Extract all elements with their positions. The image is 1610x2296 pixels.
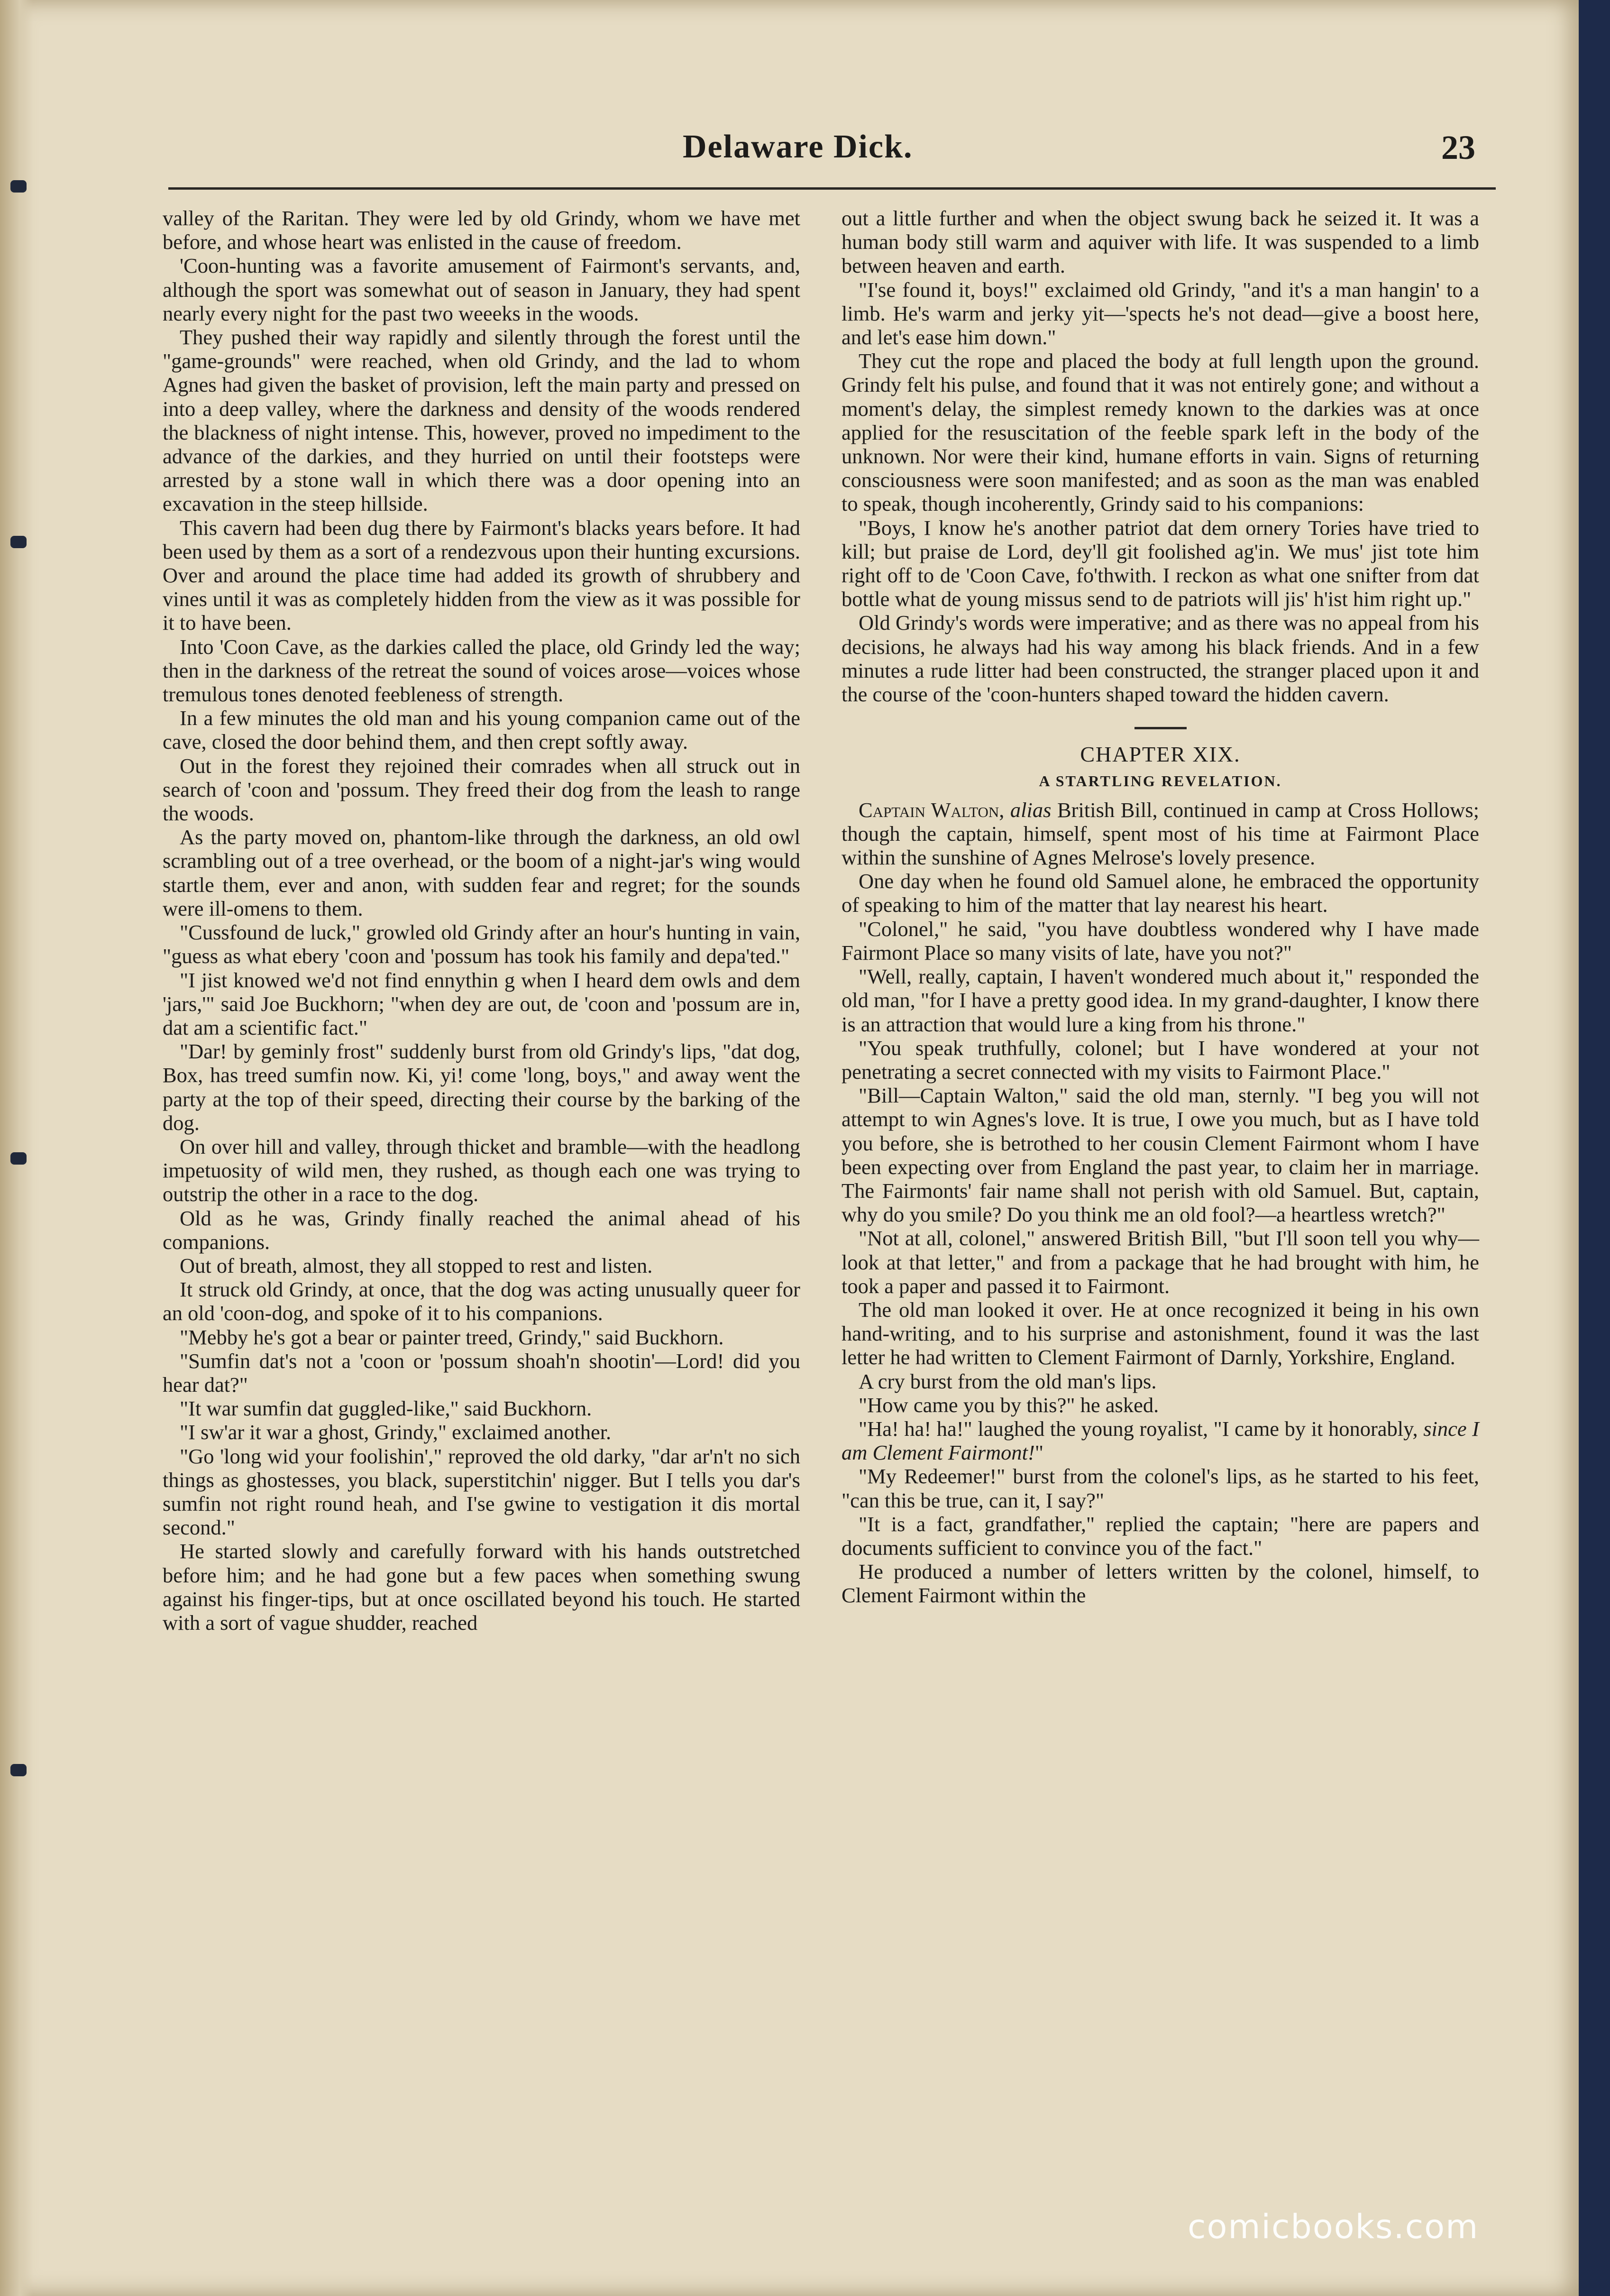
paragraph-text: "Ha! ha! ha!" laughed the young royalist, "I came by it honorably, [859, 1416, 1418, 1441]
paragraph: "Not at all, colonel," answered British Bill, "but I'll soon tell you why—look at that letter," and from a package that he had brought with him, he took a paper and passed it to Fairmont. [842, 1226, 1479, 1298]
paragraph: Out in the forest they rejoined their comrades when all struck out in search of 'coon and 'possum. They freed their dog from the leash to range the woods. [163, 753, 800, 826]
paragraph: "I'se found it, boys!" exclaimed old Grindy, "and it's a man hangin' to a limb. He's warm and jerky yit—'spects he's not dead—give a boost here, and let's ease him down." [842, 277, 1479, 349]
paragraph: In a few minutes the old man and his young companion came out of the cave, closed the door behind them, and then crept softly away. [163, 706, 800, 754]
paragraph: "Go 'long wid your foolishin'," reproved the old darky, "dar ar'n't no sich things as ghostesses, you black, superstitchin' nigger. But I tells you dar's sumfin not right round heah, and I'se gwine to vestigation it dis mortal second." [163, 1444, 800, 1540]
site-watermark: comicbooks.com [1188, 2207, 1479, 2246]
paragraph: As the party moved on, phantom-like through the darkness, an old owl scrambling out of a tree overhead, or the boom of a night-jar's wing would startle them, ever and anon, with sudden fear and regret; for the sounds were ill-omens to them. [163, 825, 800, 920]
paragraph: "Boys, I know he's another patriot dat dem ornery Tories have tried to kill; but praise de Lord, dey'll git foolished ag'in. We mus' jist tote him right off to de 'Coon Cave, fo'thwith. I reckon as what one snifter from dat bottle what de young missus send to de patriots will jis' h'ist him right up." [842, 515, 1479, 611]
chapter-divider [1134, 727, 1187, 729]
paragraph: "Sumfin dat's not a 'coon or 'possum shoah'n shootin'—Lord! did you hear dat?" [163, 1349, 800, 1396]
paragraph: "Dar! by geminly frost" suddenly burst from old Grindy's lips, "dat dog, Box, has treed sumfin now. Ki, yi! come 'long, boys," and away went the party at the top of their speed, directing their course by the barking of the dog. [163, 1039, 800, 1135]
paragraph: "I jist knowed we'd not find ennythin g when I heard dem owls and dem 'jars,'" said Joe Buckhorn; "when dey are out, de 'coon and 'possum are in, dat am a scientific fact." [163, 968, 800, 1039]
paragraph: "Colonel," he said, "you have doubtless wondered why I have made Fairmont Place so many visits of late, have you not?" [842, 917, 1479, 964]
paragraph: "Mebby he's got a bear or painter treed, Grindy," said Buckhorn. [180, 1325, 724, 1349]
page-spine [0, 0, 33, 2296]
paragraph: This cavern had been dug there by Fairmont's blacks years before. It had been used by them as a sort of a rendezvous upon their hunting excursions. Over and around the place time had added its growth of shrubbery and vines until it was as completely hidden from the view as it was possible for it to have been. [163, 515, 800, 635]
paragraph: The old man looked it over. He at once recognized it being in his own hand-writing, and to his surprise and astonishment, found it was the last letter he had written to Clement Fairmont of Darnly, Yorkshire, England. [842, 1297, 1479, 1369]
paragraph: He produced a number of letters written by the colonel, himself, to Clement Fairmont within the [842, 1560, 1479, 1607]
paragraph: "Cussfound de luck," growled old Grindy after an hour's hunting in vain, "guess as what ebery 'coon and 'possum has took his family and depa'ted." [163, 920, 800, 968]
paragraph: "You speak truthfully, colonel; but I have wondered at your not penetrating a secret connected with my visits to Fairmont Place." [842, 1036, 1479, 1084]
paragraph: "I sw'ar it war a ghost, Grindy," exclaimed another. [180, 1420, 612, 1444]
chapter-heading: CHAPTER XIX. [1080, 742, 1241, 767]
chapter-subtitle: A STARTLING REVELATION. [1039, 772, 1282, 790]
paragraph: 'Coon-hunting was a favorite amusement of Fairmont's servants, and, although the sport was somewhat out of season in January, they had spent nearly every night for the past two weeeks in the woods. [163, 254, 800, 325]
header-rule [168, 187, 1496, 190]
paragraph: "Bill—Captain Walton," said the old man, sternly. "I beg you will not attempt to win Agnes's love. It is true, I owe you much, but as I have told you before, she is betrothed to her cousin Clement Fairmont whom I have been expecting over from England the past year, to claim her in marriage. The Fairmonts' fair name shall not perish with old Samuel. But, captain, why do you smile? Do you think me an old fool?—a heartless wretch?" [842, 1084, 1479, 1227]
paragraph-text: British Bill, continued in camp at Cross Hollows; though the captain, himself, spent most of his time at Fairmont Place within the sunshine of Agnes Melrose's lovely presence. [842, 798, 1480, 870]
paragraph: "Well, really, captain, I haven't wondered much about it," responded the old man, "for I have a pretty good idea. In my grand-daughter, I know there is an attraction that would lure a king from his throne." [842, 964, 1479, 1036]
paragraph: They cut the rope and placed the body at full length upon the ground. Grindy felt his pulse, and found that it was not entirely gone; and without a moment's delay, the simplest remedy known to the darkies was at once applied for the resuscitation of the feeble spark left in the body of the unknown. Nor were their kind, humane efforts in vain. Signs of returning consciousness were soon manifested; and as soon as the man was enabled to speak, though incoherently, Grindy said to his companions: [842, 349, 1479, 516]
paragraph: A cry burst from the old man's lips. [859, 1369, 1157, 1393]
right-column [842, 206, 1479, 2188]
running-title: Delaware Dick. [683, 129, 913, 165]
paragraph: On over hill and valley, through thicket and bramble—with the headlong impetuosity of wild men, they rushed, as though each one was trying to outstrip the other in a race to the dog. [163, 1134, 800, 1206]
paragraph: out a little further and when the object swung back he seized it. It was a human body still warm and aquiver with life. It was suspended to a limb between heaven and earth. [842, 206, 1479, 278]
paragraph: Into 'Coon Cave, as the darkies called the place, old Grindy led the way; then in the darkness of the retreat the sound of voices arose—voices whose tremulous tones denoted feebleness of strength. [163, 634, 800, 707]
paragraph: "It is a fact, grandfather," replied the captain; "here are papers and documents sufficient to convince you of the fact." [842, 1512, 1479, 1560]
paragraph: Old as he was, Grindy finally reached the animal ahead of his companions. [163, 1206, 800, 1254]
chapter-lead-words: Captain Walton, [859, 798, 1005, 822]
paragraph [842, 798, 1479, 870]
paragraph: They pushed their way rapidly and silently through the forest until the "game-grounds" were reached, when old Grindy, and the lad to whom Agnes had given the basket of provision, left the main party and pressed on into a deep valley, where the darkness and density of the woods rendered the blackness of night intense. This, however, proved no impediment to the advance of the darkies, and they hurried on until their footsteps were arrested by a stone wall in which there was a door opening into an excavation in the steep hillside. [163, 325, 800, 516]
paragraph: Old Grindy's words were imperative; and as there was no appeal from his decisions, he always had his way among his black friends. And in a few minutes a rude litter had been constructed, the stranger placed upon it and the course of the 'coon-hunters shaped toward the hidden cavern. [842, 611, 1479, 707]
binding-hole [10, 536, 27, 548]
page-number: 23 [1441, 129, 1475, 166]
paragraph: One day when he found old Samuel alone, he embraced the opportunity of speaking to him of the matter that lay nearest his heart. [842, 869, 1479, 917]
paragraph: It struck old Grindy, at once, that the dog was acting unusually queer for an old 'coon-dog, and spoke of it to his companions. [163, 1277, 800, 1325]
page-header [0, 128, 1579, 180]
binding-hole [10, 1764, 27, 1776]
italic-word: alias [1010, 798, 1052, 822]
italic-phrase: since I am Clement Fairmont! [842, 1416, 1479, 1465]
left-column [163, 206, 800, 2188]
paragraph: "My Redeemer!" burst from the colonel's lips, as he started to his feet, "can this be true, can it, I say?" [842, 1464, 1479, 1512]
binding-hole [10, 180, 27, 193]
paragraph: "How came you by this?" he asked. [859, 1393, 1159, 1417]
paragraph: Out of breath, almost, they all stopped to rest and listen. [180, 1253, 653, 1277]
paragraph: valley of the Raritan. They were led by old Grindy, whom we have met before, and whose heart was enlisted in the cause of freedom. [163, 206, 800, 254]
paragraph [842, 1417, 1479, 1464]
binding-hole [10, 1152, 27, 1165]
paragraph: He started slowly and carefully forward with his hands outstretched before him; and he had gone but a few paces when something swung against his finger-tips, but at once oscillated beyond his touch. He started with a sort of vague shudder, reached [163, 1539, 800, 1635]
closing-quote: " [1034, 1441, 1044, 1465]
paragraph: "It war sumfin dat guggled-like," said Buckhorn. [180, 1396, 592, 1421]
